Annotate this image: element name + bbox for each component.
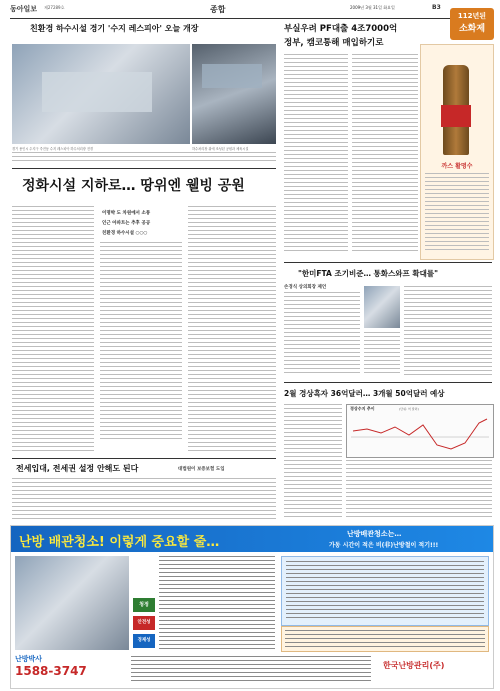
- ad-logo-left: [15, 654, 125, 684]
- lower-left-rule: [12, 458, 276, 459]
- market-body-1: [284, 404, 342, 518]
- ad-info-box-2: [281, 626, 489, 652]
- ad-company-left: 난방박사: [15, 655, 43, 663]
- feature-rule: [12, 168, 276, 169]
- paper-name: 동아일보: [10, 5, 38, 13]
- product-label: [441, 105, 471, 127]
- photo-caption-left: 경기 용인시 수지구 죽전동 수지 레스피아 하수처리장 전경: [12, 147, 93, 151]
- feature-headline: 정화시설 지하로… 땅위엔 웰빙 공원: [22, 178, 245, 194]
- ad-headline-main: 난방 배관청소! 이렇게 중요할 줄…: [19, 535, 220, 550]
- pf-headline-2: 정부, 캠코통해 매입하기로: [284, 38, 384, 48]
- chart-unit: (단위: 억 달러): [399, 407, 419, 411]
- feature-column-2: [100, 206, 182, 452]
- ad-company-right: 한국난방관리(주): [383, 661, 445, 670]
- photo-caption-right: 하수처리장 위에 조성된 공원과 체육시설: [192, 147, 249, 151]
- feature-column-1: [12, 206, 94, 452]
- pf-body-col-1: [284, 54, 348, 254]
- ad-phone-left: 1588-3747: [15, 664, 87, 678]
- ad-info-box: [281, 556, 489, 626]
- ad-label-safety: 안전성: [133, 616, 155, 630]
- chart-title: 경상수지 추이: [350, 406, 375, 411]
- interview-portrait: [364, 286, 400, 328]
- masthead: [10, 4, 450, 18]
- feature-subhead-2: 인근 아파트는 추후 공공: [102, 221, 151, 226]
- masthead-rule: [10, 18, 450, 19]
- page-number: B3: [432, 4, 441, 11]
- feature-subhead-1: 이명박 도 차원에서 소통: [102, 211, 151, 216]
- interview-rule: [284, 262, 492, 263]
- top-story-headline: 친환경 하수시설 경기 '수지 레스피아' 오늘 개장: [30, 24, 199, 33]
- lower-left-body: [12, 478, 276, 520]
- section-title: 종합: [210, 5, 226, 14]
- issue-date: 2009년 3월 31일 화요일: [350, 5, 395, 10]
- interview-headline: "한미FTA 조기비준… 통화스와프 확대를": [298, 269, 439, 278]
- issue-number: 제27289호: [44, 5, 65, 10]
- lower-left-headline: 전세입대, 전세권 설정 안해도 된다: [16, 464, 139, 473]
- product-brand: 까스 활명수: [441, 163, 473, 170]
- bottom-ad: [10, 525, 494, 689]
- market-rule: [284, 382, 492, 383]
- ad-headline-right-1: 난방배관청소는…: [347, 530, 402, 538]
- ad-photos-strip: [131, 656, 371, 682]
- pf-headline-1: 부실우려 PF대출 4조7000억: [284, 24, 398, 34]
- pf-body-col-2: [352, 54, 418, 254]
- market-body-2: [346, 460, 492, 518]
- ad-label-clean: 청정: [133, 598, 155, 612]
- top-story-photo-right: [192, 44, 276, 144]
- photo-caption-text: [12, 152, 276, 162]
- ad-body-middle: [159, 556, 275, 652]
- ad-label-economy: 경제성: [133, 634, 155, 648]
- ad-headline-right-2: 가동 시간이 적은 비(非)난방철이 적기!!!: [329, 542, 439, 549]
- ad-image-left: [15, 556, 129, 650]
- product-ad-text: [425, 173, 489, 253]
- interview-body-2: [404, 286, 492, 376]
- interview-body-1: [284, 292, 360, 376]
- badge-line-1: 112년된: [457, 12, 487, 20]
- market-headline: 2월 경상흑자 36억달러… 3개월 50억달러 예상: [284, 389, 445, 398]
- chart-plot: [351, 415, 489, 453]
- feature-subhead-3: 친환경 하수시설 ○○○: [102, 231, 148, 236]
- badge-line-2: 소화제: [458, 24, 486, 34]
- top-story-photo-left: [12, 44, 190, 144]
- anniversary-badge: [450, 8, 494, 40]
- account-chart: [346, 404, 494, 458]
- interview-body-3: [364, 332, 400, 376]
- feature-column-3: [188, 206, 276, 452]
- product-ad: [420, 44, 494, 260]
- chart-line: [353, 419, 487, 449]
- interview-subhead: 손경식 상의회장 제언: [284, 285, 327, 290]
- lower-left-subhead: 대법원이 보증보험 도입: [178, 467, 225, 472]
